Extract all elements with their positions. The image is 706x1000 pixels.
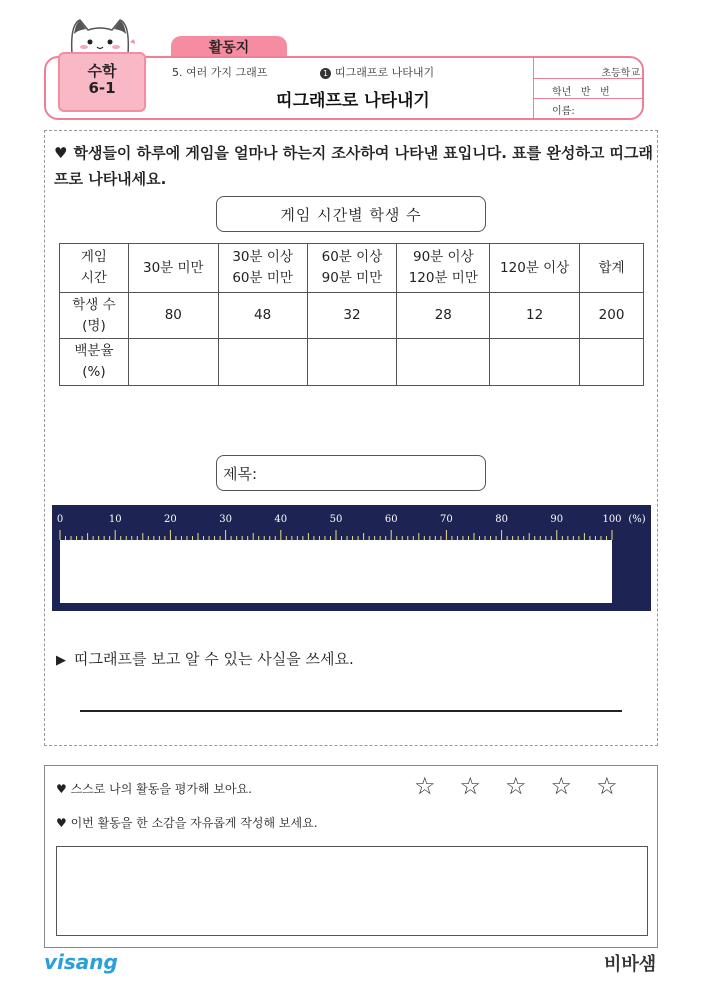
lesson-name: 띠그래프로 나타내기 — [335, 66, 435, 79]
facts-text: 띠그래프를 보고 알 수 있는 사실을 쓰세요. — [74, 650, 354, 668]
subject-label: 수학 — [87, 62, 117, 80]
lesson-number-badge: 1 — [320, 68, 331, 79]
column-header: 60분 이상 90분 미만 — [307, 244, 397, 293]
column-header: 합계 — [580, 244, 644, 293]
star-icon[interactable]: ☆ — [505, 772, 551, 800]
self-eval-text: ♥ 스스로 나의 활동을 평가해 보아요. — [56, 782, 252, 796]
subject-badge — [58, 52, 146, 112]
column-header: 120분 이상 — [490, 244, 580, 293]
row-header-percent: 백분율 (%) — [60, 339, 129, 386]
question-text: 학생들이 하루에 게임을 얼마나 하는지 조사하여 나타낸 표입니다. 표를 완성하고 띠그래프로 나타내세요. — [54, 144, 654, 188]
grade-class-field[interactable]: 학년 반 번 — [552, 87, 610, 98]
table-row — [60, 244, 644, 293]
star-icon[interactable]: ☆ — [414, 772, 460, 800]
chart-title-field[interactable]: 제목: — [216, 455, 486, 491]
table-cell: 200 — [580, 293, 644, 339]
percent-input-cell[interactable] — [128, 339, 218, 386]
star-icon[interactable]: ☆ — [459, 772, 506, 800]
table-cell: 12 — [490, 293, 580, 339]
column-header: 90분 이상 120분 미만 — [397, 244, 490, 293]
question — [54, 140, 654, 192]
ruler-label: 100 — [602, 514, 622, 525]
ruler-label: 50 — [329, 514, 343, 525]
table-cell: 28 — [397, 293, 490, 339]
row-header-students: 학생 수 (명) — [60, 293, 129, 339]
info-divider — [534, 98, 642, 99]
star-icon[interactable]: ☆ — [596, 772, 642, 800]
table-row — [60, 293, 644, 339]
band-graph-area[interactable] — [60, 540, 612, 603]
column-header: 30분 이상 60분 미만 — [218, 244, 307, 293]
vivasam-logo: 비바샘 — [604, 954, 657, 975]
unit-label: 5. 여러 가지 그래프 — [172, 66, 268, 79]
percent-input-cell[interactable] — [397, 339, 490, 386]
ruler-unit: (%) — [628, 514, 646, 525]
ruler-label: 10 — [108, 514, 122, 525]
table-cell: 80 — [128, 293, 218, 339]
ruler-label: 80 — [495, 514, 508, 525]
data-table — [59, 243, 644, 386]
review-prompt: ♥ 이번 활동을 한 소감을 자유롭게 작성해 보세요. — [56, 816, 318, 830]
percent-input-cell[interactable] — [218, 339, 307, 386]
ruler-label: 40 — [274, 514, 288, 525]
row-header-time: 게임 시간 — [60, 244, 129, 293]
ruler-label: 0 — [56, 514, 64, 525]
ruler-label: 70 — [440, 514, 453, 525]
table-cell: 32 — [307, 293, 397, 339]
school-field[interactable]: 초등학교 — [601, 68, 640, 79]
percent-input-cell[interactable] — [307, 339, 397, 386]
answer-line[interactable] — [80, 710, 622, 712]
ruler-label: 20 — [164, 514, 177, 525]
name-field[interactable]: 이름: — [552, 106, 575, 117]
facts-prompt — [56, 648, 354, 669]
table-title: 게임 시간별 학생 수 — [216, 196, 486, 232]
star-icon[interactable]: ☆ — [550, 772, 597, 800]
brand-logo: visang — [44, 950, 118, 974]
percent-input-cell[interactable] — [490, 339, 580, 386]
heart-icon: ♥ — [54, 144, 68, 162]
ruler-label: 60 — [384, 514, 398, 525]
review-input-box[interactable] — [56, 846, 648, 936]
page-title: 띠그래프로 나타내기 — [276, 91, 430, 111]
triangle-icon: ▶ — [56, 653, 66, 668]
percent-input-cell[interactable] — [580, 339, 644, 386]
table-row — [60, 339, 644, 386]
grade-code: 6-1 — [88, 79, 116, 97]
ruler-label: 90 — [550, 514, 564, 525]
column-header: 30분 미만 — [128, 244, 218, 293]
percent-ruler — [52, 505, 651, 545]
header-divider — [533, 58, 534, 118]
activity-sheet-tab: 활동지 — [171, 36, 287, 60]
star-rating[interactable] — [414, 772, 642, 800]
lesson-label — [320, 64, 434, 80]
ruler-label: 30 — [219, 514, 232, 525]
table-cell: 48 — [218, 293, 307, 339]
